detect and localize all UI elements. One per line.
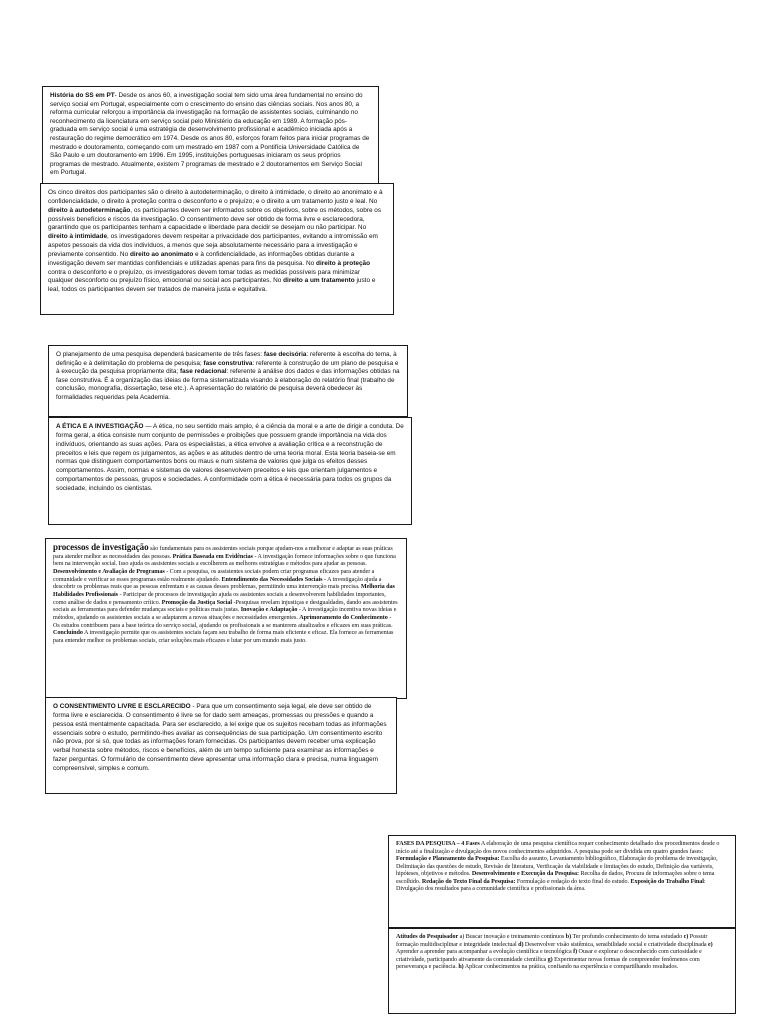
planejamento-text: O planejamento de uma pesquisa dependerá basicamente de três fases: fase decisória: referente à escolha do tema, à definição e à delimitação do problema de pesquisa; fase construtiva: referente à construção de um plano de pesquisa e à execução da pesquisa propriamente dita; fase redacional: referente à análise dos dados e das informações obtidas na fase construtiva. É a organização das ideias de forma sistematizada visando à elaboração do relatório final (trabalho de conclusão, monografia, dissertação, tese etc.). A apresentação do relatório de pesquisa deverá obedecer às formalidades requeridas pela Academia. [56, 351, 400, 401]
consentimento-text: O CONSENTIMENTO LIVRE E ESCLARECIDO - Para que um consentimento seja legal, ele deve ser obtido de forma livre e esclarecida. O consentimento é livre se for dado sem ameaças, promessas ou pressões e quando a pessoa está mentalmente capacitada. Para ser esclarecido, a lei exige que os sujeitos recebam todas as informações essenciais sobre o estudo, permitindo-lhes avaliar as consequências de sua participação. Um consentimento escrito não prova, por si só, que todas as informações foram fornecidas. Os participantes devem receber uma explicação verbal honesta sobre métodos, riscos e benefícios, além de um tempo suficiente para examinar as informações e fazer perguntas. O formulário de consentimento deve apresentar uma informação clara e precisa, numa linguagem compreensível, simples e comum. [53, 703, 387, 772]
etica-text: A ÉTICA E A INVESTIGAÇÃO — A ética, no seu sentido mais amplo, é a ciência da moral e a arte de dirigir a conduta. De forma geral, a ética consiste num conjunto de permissões e proibições que possuem grande importância na vida dos indivíduos, orientando as suas ações. Para os especialistas, a ética envolve a avaliação crítica e a reconstrução de preceitos e leis que regem os julgamentos, as ações e as atitudes dentro de uma teoria moral. Esta teoria baseia-se em normas que distinguem comportamentos bons ou maus e num sistema de valores que julga os efeitos desses comportamentos. Assim, normas e sistemas de valores desenvolvem preceitos e leis que orientam julgamentos e comportamentos de pessoas, grupos e sociedades. A conformidade com a ética é necessária para todos os grupos da sociedade, incluindo os cientistas. [56, 423, 404, 492]
atitudes-text: Atitudes do Pesquisador a) Buscar inovação e treinamento contínuos b) Ter profundo conhecimento do tema estudado c) Possuir formação multidisciplinar e integridade intelectual d) Desenvolver visão sistêmica, sensibilidade social e criatividade disciplinada e) Aprender a aprender para acompanhar a evolução científica e tecnológica f) Ousar e explorar o desconhecido com curiosidade e criatividade, participando ativamente da comunidade científica g) Experimentar novas formas de compreender fenômenos com perseverança e paciência. h) Aplicar conhecimentos na prática, confiando na experiência e compartilhando resultados. [396, 934, 713, 970]
etica-note [48, 417, 412, 525]
historia-text: História do SS em PT- Desde os anos 60, a investigação social tem sido uma área fundamental no ensino do serviço social em Portugal, especialmente com o crescimento do ensino das ciências sociais. Nos anos 80, a reforma curricular reforçou a importância da investigação na formação de assistentes sociais, culminando no reconhecimento da licenciatura em serviço social pelo Ministério da educação em 1989. A formação pós-graduada em serviço social é uma estratégia de desenvolvimento profissional e acadêmico iniciada após a restauração do regime democrático em 1974. Desde os anos 80, esforços foram feitos para iniciar programas de mestrado e doutoramento, começando com um mestrado em 1987 com a Pontifícia Universidade Católica de São Paulo e um doutoramento em 1996. Em 1995, instituições portuguesas iniciaram os seus próprios programas de mestrado. Atualmente, existem 7 programas de mestrado e 2 doutoramentos em Serviço Social em Portugal. [50, 92, 370, 177]
processos-note [45, 538, 407, 699]
consentimento-note [45, 697, 397, 794]
direitos-text: Os cinco direitos dos participantes são o direito à autodeterminação, o direito à intimidade, o direito ao anonimato e à confidencialidade, o direito à proteção contra o desconforto e o prejuízo; e o direito a um tratamento justo e leal. No direito à autodeterminação, os participantes devem ser informados sobre os objetivos, sobre os métodos, sobre os possíveis benefícios e riscos da investigação. O consentimento deve ser obtido de forma livre e esclarecedora, garantindo que os participantes tenham a capacidade e liberdade para decidir se desejam ou não participar. No direito à intimidade, os investigadores devem respeitar a privacidade dos participantes, evitando a intromissão em aspetos pessoais da vida dos indivíduos, a menos que seja absolutamente necessário para a investigação e previamente consentido. No direito ao anonimato e à confidencialidade, as informações obtidas durante a investigação devem ser mantidas confidenciais e utilizadas apenas para fins da pesquisa. No direito à proteção contra o desconforto e o prejuízo, os investigadores devem tomar todas as medidas possíveis para minimizar qualquer desconforto ou prejuízo físico, emocional ou social aos participantes. No direito a um tratamento justo e leal, todos os participantes devem ser tratados de maneira justa e equitativa. [48, 189, 383, 294]
historia-title: História do SS em PT [50, 92, 115, 99]
direitos-note [40, 183, 394, 315]
historia-note [42, 86, 379, 186]
consentimento-title: O CONSENTIMENTO LIVRE E ESCLARECIDO [53, 703, 191, 710]
fases-note [388, 835, 736, 928]
processos-title: processos de investigação [53, 542, 149, 552]
etica-title: A ÉTICA E A INVESTIGAÇÃO [56, 423, 144, 430]
atitudes-note [388, 928, 736, 1014]
fases-title: FASES DA PESQUISA – 4 Fases [396, 841, 480, 847]
processos-text: processos de investigação são fundamentais para os assistentes sociais porque ajudam-nos a melhorar e adaptar as suas práticas para atender melhor as necessidades das pessoas. Prática Baseada em Evidências - A investigação fornece informações sobre o que funciona bem na intervenção social. Isso ajuda os assistentes sociais a escolherem as melhores estratégias e métodos para ajudar as pessoas. Desenvolvimento e Avaliação de Programas - Com a pesquisa, os assistentes sociais podem criar programas eficazes para atender a comunidade e verificar se esses programas estão realmente ajudando. Entendimento das Necessidades Sociais - A investigação ajuda a descobrir os problemas reais que as pessoas enfrentam e as causas desses problemas, permitindo uma intervenção mais precisa. Melhoria das Habilidades Profissionais - Participar de processos de investigação ajuda os assistentes sociais a desenvolverem habilidades importantes, como análise de dados e pensamento crítico. Promoção da Justiça Social -Pesquisas revelam injustiças e desigualdades, dando aos assistentes sociais as ferramentas para defender mudanças sociais e políticas mais justas. Inovação e Adaptação - A investigação incentiva novas ideias e métodos, ajudando os assistentes sociais a se adaptarem a novas situações e necessidades emergentes. Aprimoramento do Conhecimento - Os estudos contribuem para a base teórica do serviço social, ajudando os profissionais a se manterem atualizados e eficazes em suas práticas. Concluindo A investigação permite que os assistentes sociais façam seu trabalho de forma mais eficiente e eficaz. Ela fornece as ferramentas para entender melhor os problemas sociais, criar soluções mais eficazes e lutar por um mundo mais justo. [53, 542, 398, 644]
planejamento-note [48, 345, 408, 417]
fases-text: FASES DA PESQUISA – 4 Fases A elaboração de uma pesquisa científica requer conhecimento detalhado dos procedimentos desde o início até a finalização e divulgação dos novos conhecimentos adquiridos. A pesquisa pode ser dividida em quatro grandes fases: Formulação e Planeamento da Pesquisa: Escolha do assunto, Levantamento bibliográfico, Elaboração do problema de investigação, Delimitação das questões de estudo, Revisão de literatura, Verificação da viabilidade e limitações do estudo, Definição das variáveis, hipóteses, objetivos e métodos. Desenvolvimento e Execução da Pesquisa: Recolha de dados, Procura de informações sobre o tema escolhido. Redação do Texto Final da Pesquisa: Formulação e redação do texto final do estudo. Exposição do Trabalho Final: Divulgação dos resultados para a comunidade científica e profissionais da área. [396, 841, 720, 892]
atitudes-title: Atitudes do Pesquisador [396, 934, 459, 940]
